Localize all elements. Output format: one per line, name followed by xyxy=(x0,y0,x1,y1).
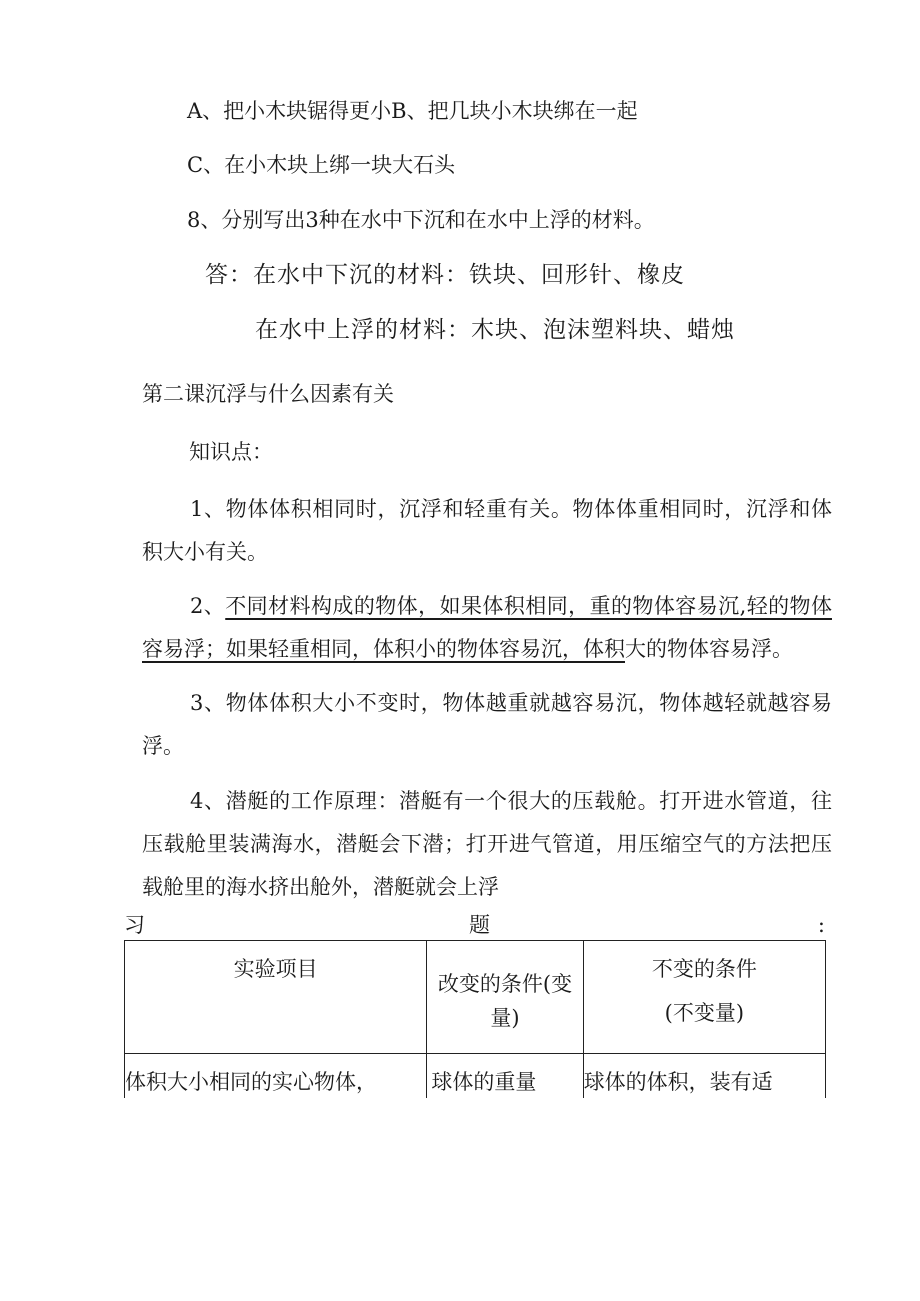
header-unchanged-cell xyxy=(583,941,825,1054)
point-2-underlined: 不同材料构成的物体，如果体积相同，重的物体容易沉,轻的物体容易浮；如果轻重相同，体积小的物体容易沉，体积 xyxy=(142,594,832,661)
row1-item: 体积大小相同的实心物体， xyxy=(125,1070,377,1094)
answer-sink: 答：在水中下沉的材料：铁块、回形针、橡皮 xyxy=(205,262,685,288)
point-3: 3、物体体积大小不变时，物体越重就越容易沉，物体越轻就越容易浮。 xyxy=(142,691,832,758)
exercise-heading xyxy=(124,910,827,940)
table-row xyxy=(125,1054,826,1099)
exercise-heading-left: 习 xyxy=(124,913,145,937)
option-c: C、在小木块上绑一块大石头 xyxy=(187,153,456,177)
row1-changed: 球体的重量 xyxy=(431,1070,537,1094)
table-header-row xyxy=(125,941,826,1054)
header-unchanged-line2: (不变量) xyxy=(664,1001,745,1025)
row1-changed-cell xyxy=(427,1054,583,1099)
header-item: 实验项目 xyxy=(233,957,318,981)
header-changed-line2: 量) xyxy=(490,1006,520,1030)
point-4: 4、潜艇的工作原理：潜艇有一个很大的压载舱。打开进水管道，往压载舱里装满海水，潜艇会下潜；打开进气管道，用压缩空气的方法把压载舱里的海水挤出舱外，潜艇就会上浮 xyxy=(142,789,832,899)
question-8: 8、分别写出3种在水中下沉和在水中上浮的材料。 xyxy=(187,208,655,232)
row1-unchanged: 球体的体积，装有适 xyxy=(583,1070,773,1094)
row1-unchanged-cell xyxy=(583,1054,825,1099)
header-unchanged-line1: 不变的条件 xyxy=(651,957,757,981)
header-changed-line1: 改变的条件(变 xyxy=(437,972,573,996)
answer-float: 在水中上浮的材料：木块、泡沫塑料块、蜡烛 xyxy=(255,317,735,343)
exercise-table xyxy=(124,940,826,1098)
header-item-cell xyxy=(125,941,427,1054)
exercise-heading-right: : xyxy=(817,913,825,937)
knowledge-label: 知识点： xyxy=(189,440,273,464)
point-1: 1、物体体积相同时，沉浮和轻重有关。物体体重相同时，沉浮和体积大小有关。 xyxy=(142,497,832,564)
point-2 xyxy=(142,585,832,671)
option-ab: A、把小木块锯得更小B、把几块小木块绑在一起 xyxy=(187,99,638,123)
point-2-prefix: 2、 xyxy=(190,594,226,618)
row1-item-cell xyxy=(125,1054,427,1099)
point-2-rest: 大的物体容易浮。 xyxy=(625,637,793,661)
exercise-heading-middle: 题 xyxy=(469,913,490,937)
header-changed-cell xyxy=(427,941,583,1054)
lesson-title: 第二课沉浮与什么因素有关 xyxy=(142,382,394,406)
